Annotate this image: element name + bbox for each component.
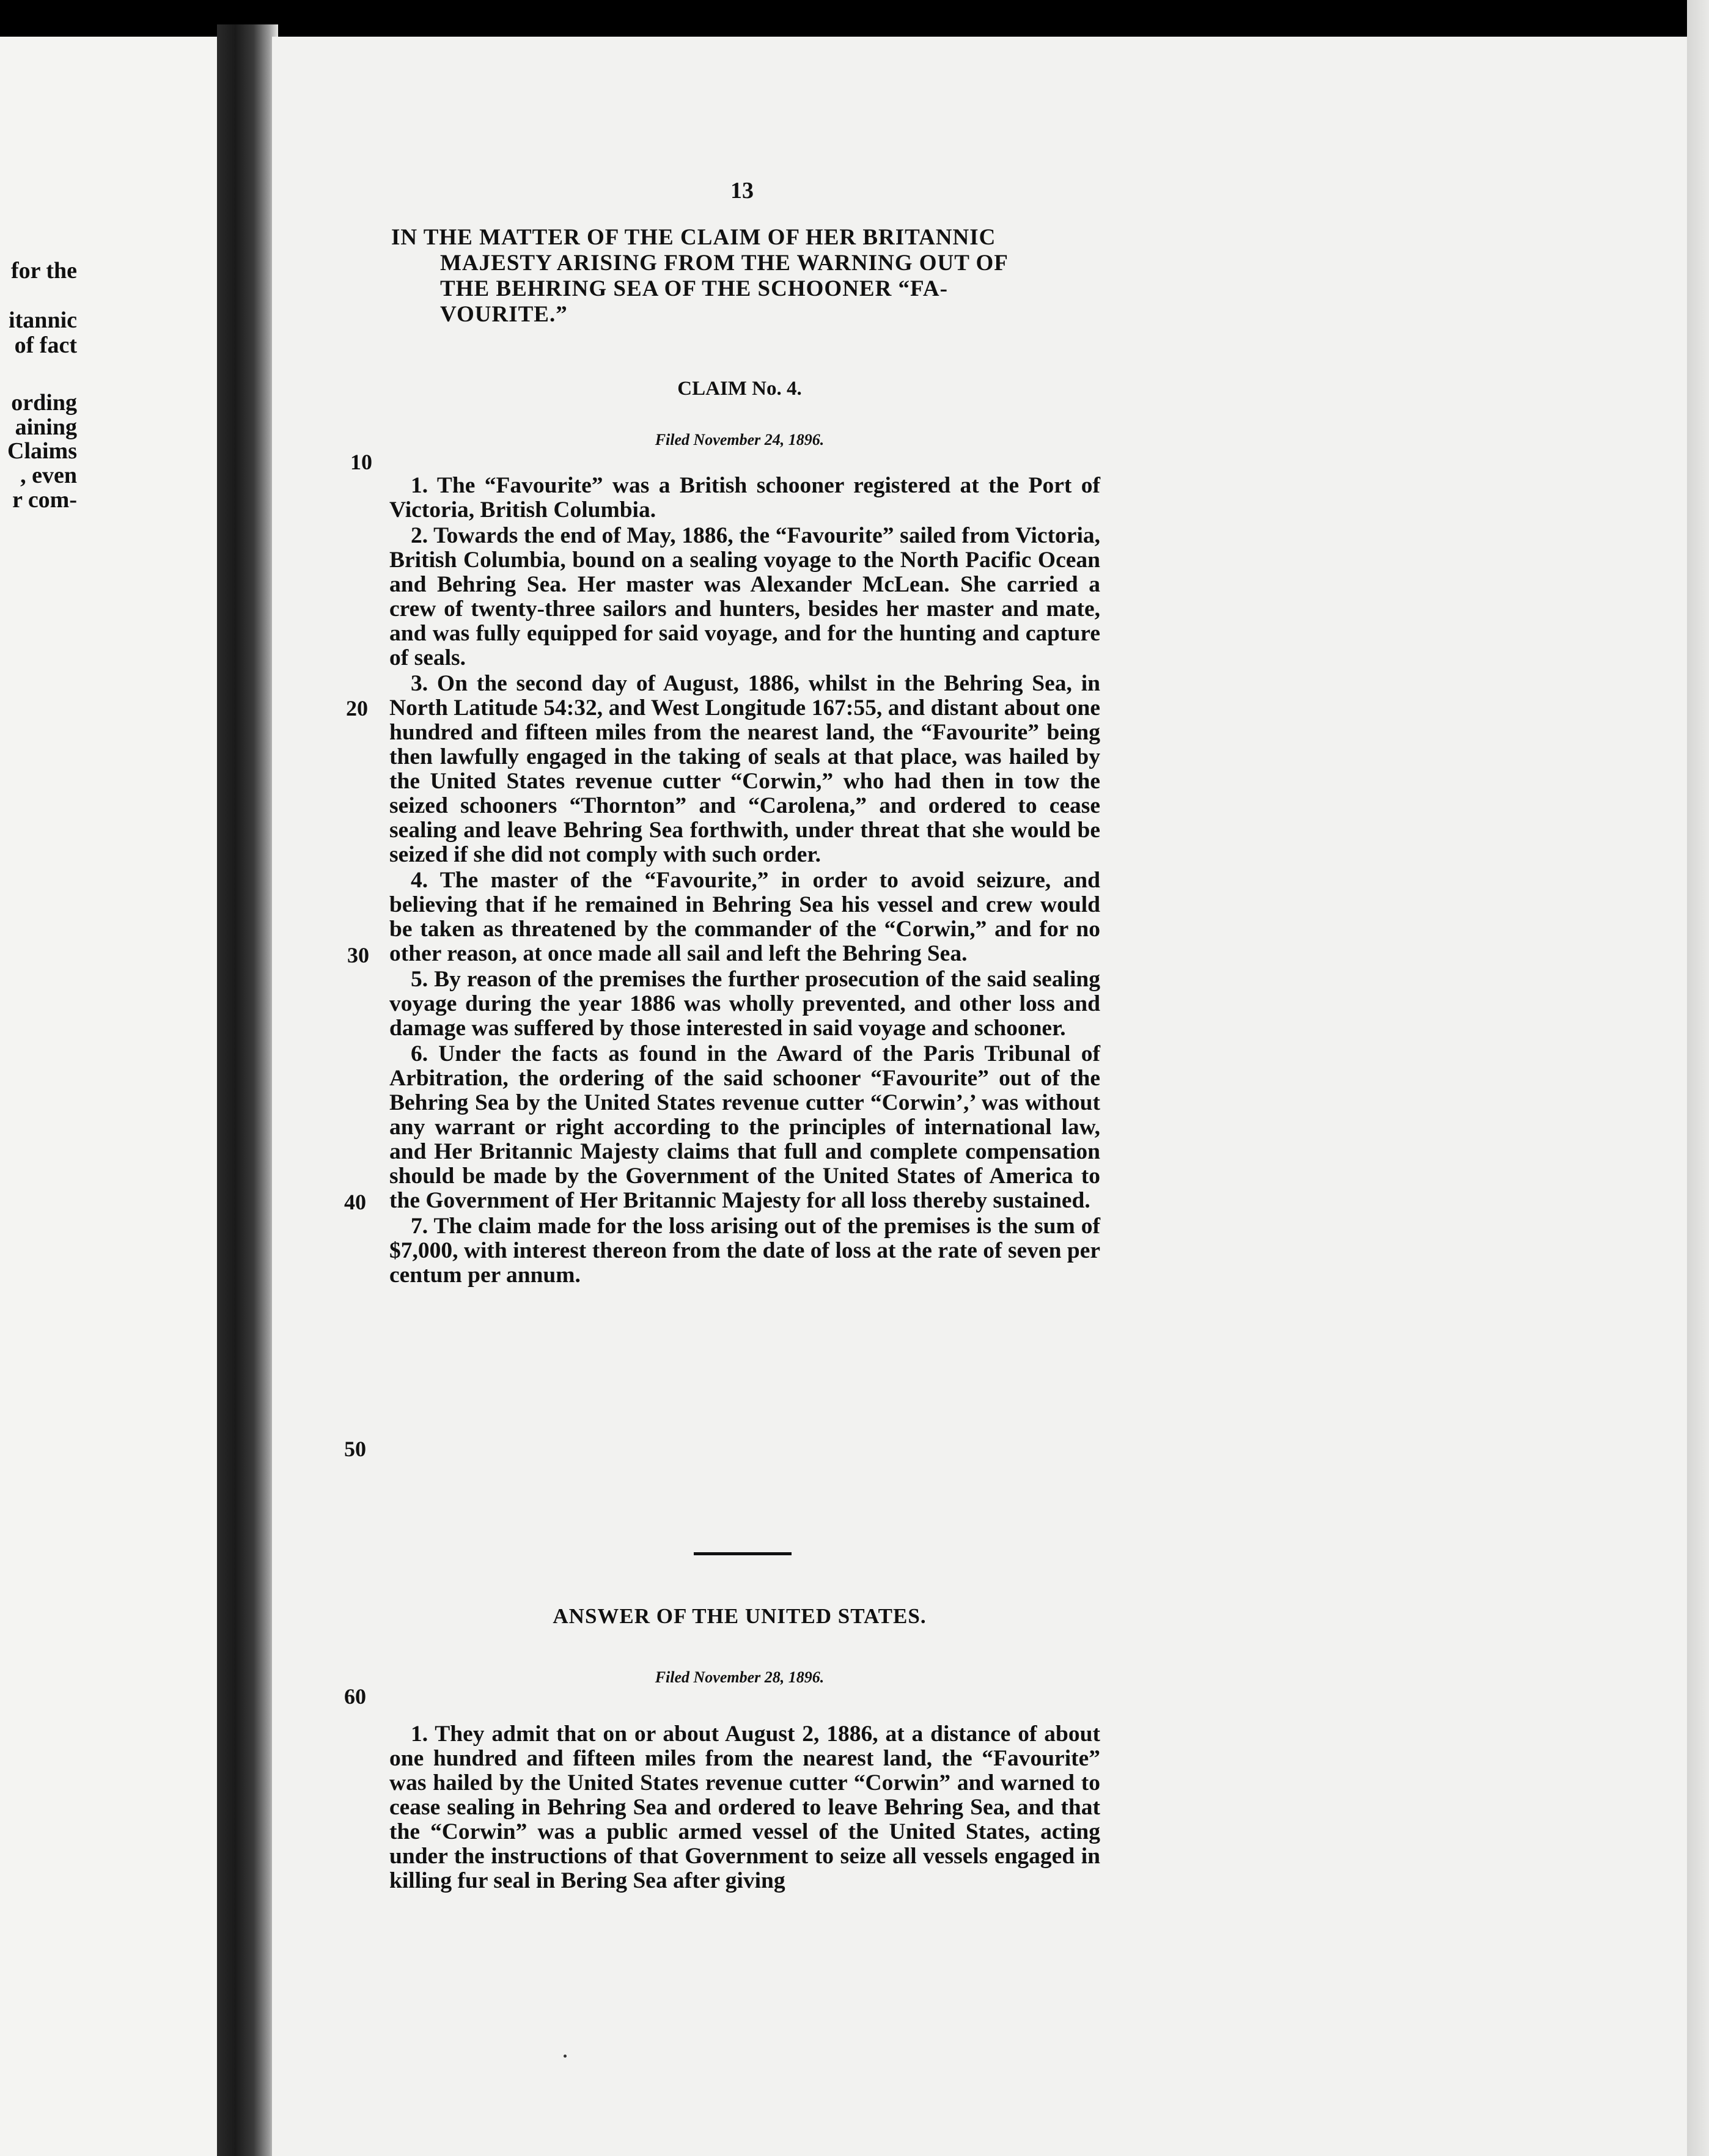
answer-filed-date: Filed November 28, 1896. bbox=[655, 1668, 825, 1686]
section-divider bbox=[694, 1552, 792, 1555]
heading-line: VOURITE.” bbox=[440, 302, 568, 327]
claim-filed-date: Filed November 24, 1896. bbox=[655, 431, 825, 449]
scan-speck bbox=[564, 2055, 567, 2058]
heading-line: MAJESTY ARISING FROM THE WARNING OUT OF bbox=[440, 251, 1009, 276]
claim-heading bbox=[391, 225, 1112, 328]
answer-paragraph: 1. They admit that on or about August 2, 1886, at a distance of about one hundred and fifteen miles from the nearest land, the “Favourite” was hailed by the United States revenue cutter “Corwin” and warned to cease sealing in Behring Sea and ordered to leave Behring Sea, and that the “Corwin” was a public armed vessel of the United States, acting under the instructions of that Government to seize all vessels engaged in killing fur seal in Bering Sea after giving bbox=[389, 1722, 1100, 1893]
line-number: 50 bbox=[344, 1437, 366, 1461]
left-facing-page bbox=[0, 37, 220, 2156]
left-fragment: for the bbox=[11, 258, 77, 284]
left-fragment: itannic bbox=[9, 307, 77, 333]
line-number: 10 bbox=[350, 450, 372, 474]
answer-title: ANSWER OF THE UNITED STATES. bbox=[553, 1604, 927, 1628]
line-number: 20 bbox=[346, 696, 368, 721]
left-fragment: , even bbox=[20, 463, 77, 488]
heading-line: THE BEHRING SEA OF THE SCHOONER “FA- bbox=[440, 276, 948, 301]
claim-paragraph: 1. The “Favourite” was a British schooner registered at the Port of Victoria, British Columbia. bbox=[389, 473, 1100, 522]
left-fragment: r com- bbox=[12, 487, 77, 513]
claim-body bbox=[389, 474, 1100, 1289]
claim-paragraph: 7. The claim made for the loss arising out of the premises is the sum of $7,000, with interest thereon from the date of loss at the rate of seven per centum per annum. bbox=[389, 1214, 1100, 1288]
claim-paragraph: 5. By reason of the premises the further prosecution of the said sealing voyage during the year 1886 was wholly prevented, and other loss and damage was suffered by those interested in said voyage and schooner. bbox=[389, 967, 1100, 1041]
left-page-text-fragments bbox=[0, 37, 77, 2156]
answer-body bbox=[389, 1722, 1100, 1894]
claim-paragraph: 4. The master of the “Favourite,” in order to avoid seizure, and believing that if he remained in Behring Sea his vessel and crew would be taken as threatened by the commander of the “Corwin,” and for no other reason, at once made all sail and left the Behring Sea. bbox=[389, 868, 1100, 966]
heading-line: IN THE MATTER OF THE CLAIM OF HER BRITANNIC bbox=[391, 225, 996, 250]
line-number: 30 bbox=[347, 943, 369, 967]
left-fragment: of fact bbox=[14, 332, 77, 358]
book-gutter-shadow bbox=[217, 24, 278, 2156]
line-number: 60 bbox=[344, 1684, 366, 1709]
left-fragment: aining bbox=[15, 414, 77, 440]
claim-paragraph: 2. Towards the end of May, 1886, the “Favourite” sailed from Victoria, British Columbia, bound on a sealing voyage to the North Pacific Ocean and Behring Sea. Her master was Alexander McLean. She carried a crew of twenty-three sailors and hunters, besides her master and mate, and was fully equipped for said voyage, and for the hunting and capture of seals. bbox=[389, 523, 1100, 670]
page-right-edge bbox=[1687, 0, 1709, 2156]
line-number: 40 bbox=[344, 1190, 366, 1214]
left-fragment: ording bbox=[11, 390, 77, 416]
claim-paragraph: 6. Under the facts as found in the Award of the Paris Tribunal of Arbitration, the ordering of the said schooner “Favourite” out of the Behring Sea by the United States revenue cutter “Corwin’,’ was without any warrant or right according to the principles of international law, and Her Britannic Majesty claims that full and complete compensation should be made by the Government of the United States of America to the Government of Her Britannic Majesty for all loss thereby sustained. bbox=[389, 1041, 1100, 1213]
claim-paragraph: 3. On the second day of August, 1886, whilst in the Behring Sea, in North Latitude 54:32, and West Longitude 167:55, and distant about one hundred and fifteen miles from the nearest land, the “Favourite” being then lawfully engaged in the taking of seals at that place, was hailed by the United States revenue cutter “Corwin,” who had then in tow the seized schooners “Thornton” and “Carolena,” and ordered to cease sealing and leave Behring Sea forthwith, under threat that she would be seized if she did not comply with such order. bbox=[389, 671, 1100, 867]
page-number: 13 bbox=[730, 178, 754, 204]
left-fragment: Claims bbox=[7, 438, 77, 464]
claim-title: CLAIM No. 4. bbox=[677, 378, 802, 400]
